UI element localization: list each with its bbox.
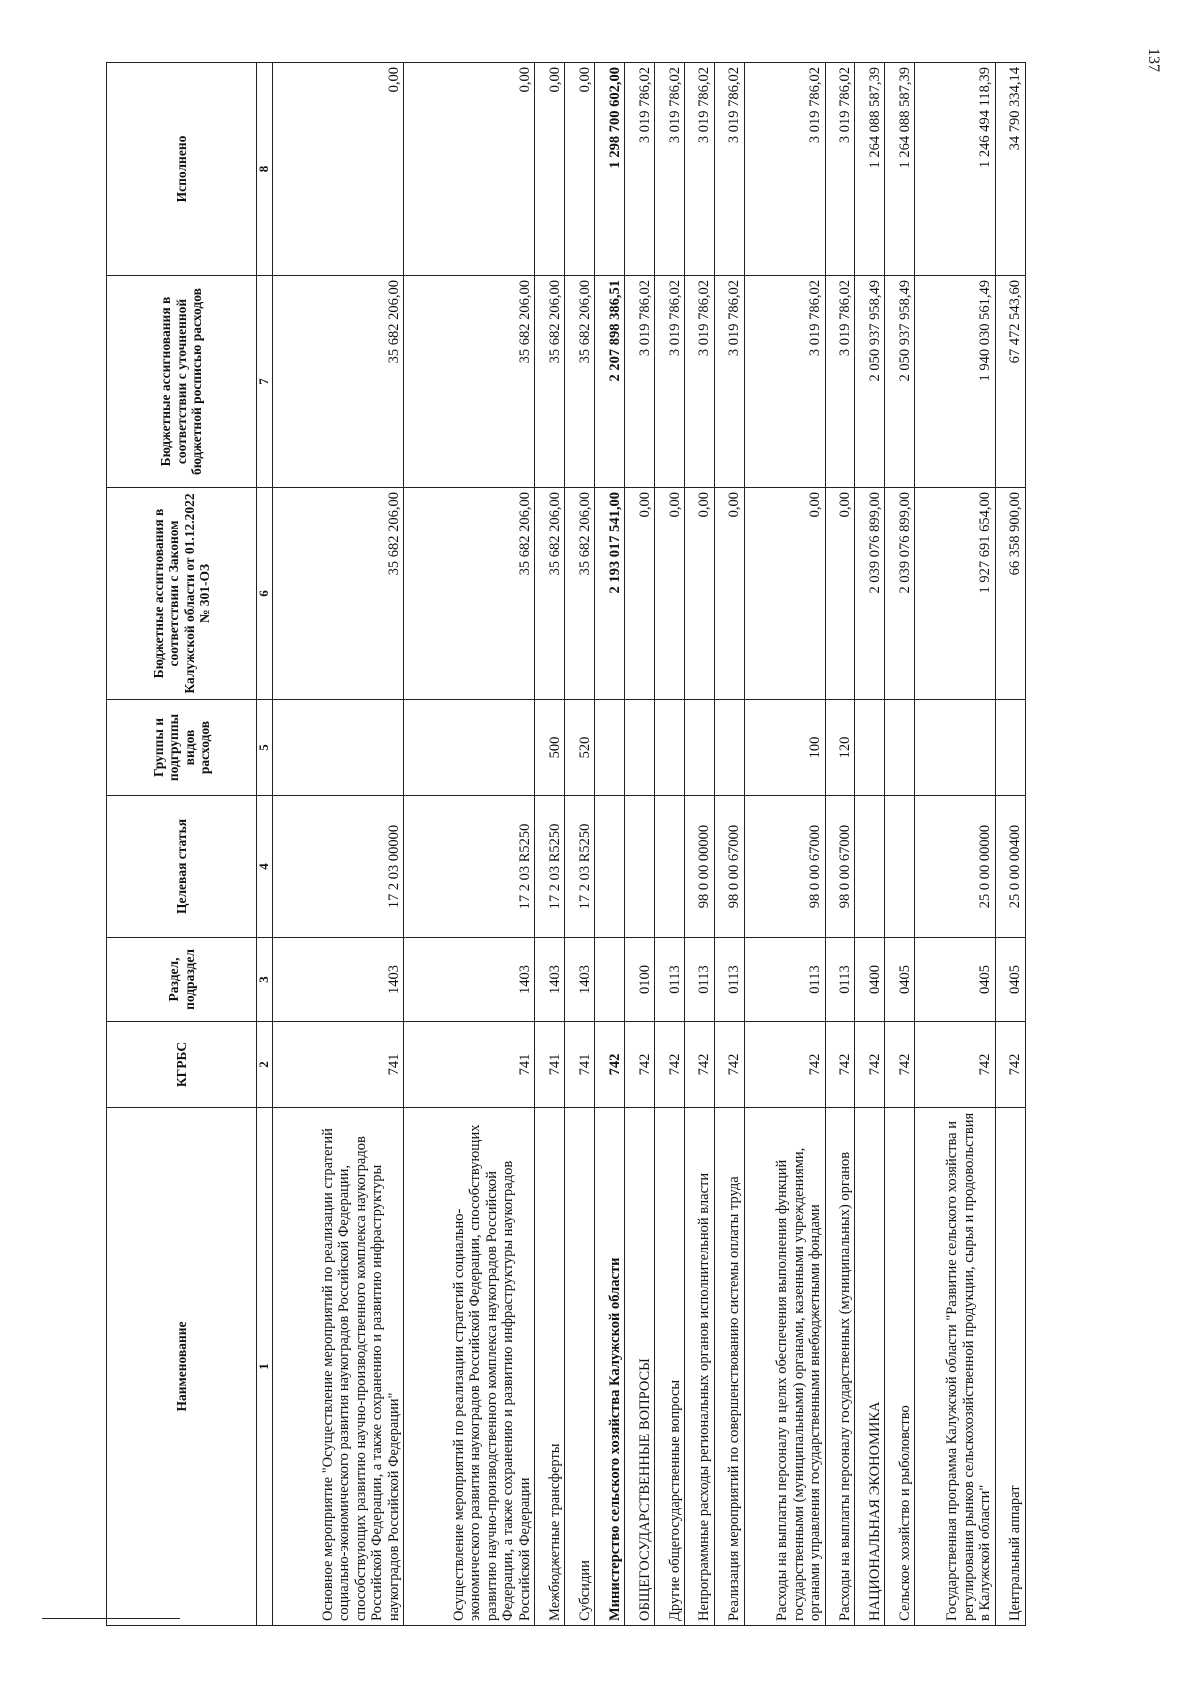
cell-refined: 3 019 786,02: [825, 276, 855, 488]
cell-refined: 1 940 030 561,49: [915, 276, 996, 488]
cell-refined: 3 019 786,02: [655, 276, 685, 488]
cell-group: [272, 700, 403, 796]
cell-target: [595, 796, 625, 938]
table-row: [915, 63, 996, 1626]
cell-section: 0113: [744, 938, 825, 1022]
cell-kgrbs: 742: [625, 1022, 655, 1108]
budget-table: [106, 62, 1026, 1626]
cell-refined: 35 682 206,00: [272, 276, 403, 488]
table-row: [715, 63, 745, 1626]
table-body: [272, 63, 1025, 1626]
cell-section: 0113: [825, 938, 855, 1022]
column-number: 7: [257, 276, 273, 488]
cell-law: 2 193 017 541,00: [595, 488, 625, 700]
cell-group: [404, 700, 535, 796]
cell-name: Реализация мероприятий по совершенствованию системы оплаты труда: [715, 1108, 745, 1626]
table-row: [595, 63, 625, 1626]
table-row: [825, 63, 855, 1626]
cell-name: Непрограммные расходы региональных органов исполнительной власти: [685, 1108, 715, 1626]
cell-executed: 1 298 700 602,00: [595, 63, 625, 276]
header-kgrbs: КГРБС: [107, 1022, 257, 1108]
cell-executed: 3 019 786,02: [685, 63, 715, 276]
cell-law: 35 682 206,00: [535, 488, 565, 700]
cell-group: [885, 700, 915, 796]
cell-executed: 0,00: [404, 63, 535, 276]
cell-target: 98 0 00 00000: [685, 796, 715, 938]
cell-kgrbs: 741: [565, 1022, 595, 1108]
cell-executed: 3 019 786,02: [715, 63, 745, 276]
cell-target: 17 2 03 R5250: [565, 796, 595, 938]
cell-group: [685, 700, 715, 796]
header-name: Наименование: [107, 1108, 257, 1626]
table-row: [535, 63, 565, 1626]
header-refined: Бюджетные ассигнования в соответствии с уточненной бюджетной росписью расходов: [107, 276, 257, 488]
column-number: 5: [257, 700, 273, 796]
header-target: Целевая статья: [107, 796, 257, 938]
cell-kgrbs: 742: [715, 1022, 745, 1108]
cell-name: Расходы на выплаты персоналу государственных (муниципальных) органов: [825, 1108, 855, 1626]
cell-law: 0,00: [825, 488, 855, 700]
cell-section: 0113: [685, 938, 715, 1022]
cell-section: 1403: [404, 938, 535, 1022]
cell-executed: 1 246 494 118,39: [915, 63, 996, 276]
cell-group: 120: [825, 700, 855, 796]
cell-name: Основное мероприятие "Осуществление мероприятий по реализации стратегий социально-экономического развития наукоградов Российской Федерации, способствующих развитию научно-производственного комплекса наукоградов Российской Федерации, а также сохранению и развитию инфраструктуры наукоградов Российской Федерации": [272, 1108, 403, 1626]
cell-target: [855, 796, 885, 938]
cell-section: 0405: [915, 938, 996, 1022]
cell-refined: 3 019 786,02: [744, 276, 825, 488]
cell-target: [625, 796, 655, 938]
cell-executed: 0,00: [535, 63, 565, 276]
header-executed: Исполнено: [107, 63, 257, 276]
cell-kgrbs: 741: [404, 1022, 535, 1108]
rotated-table-wrapper: [106, 63, 1026, 1626]
cell-name: Межбюджетные трансферты: [535, 1108, 565, 1626]
table-row: [565, 63, 595, 1626]
cell-target: 17 2 03 00000: [272, 796, 403, 938]
cell-kgrbs: 742: [885, 1022, 915, 1108]
cell-refined: 35 682 206,00: [404, 276, 535, 488]
cell-group: [995, 700, 1025, 796]
cell-section: 1403: [272, 938, 403, 1022]
table-row: [625, 63, 655, 1626]
cell-target: 17 2 03 R5250: [535, 796, 565, 938]
cell-name: Другие общегосударственные вопросы: [655, 1108, 685, 1626]
cell-law: 35 682 206,00: [565, 488, 595, 700]
header-row: [107, 63, 257, 1626]
cell-law: 1 927 691 654,00: [915, 488, 996, 700]
cell-group: 520: [565, 700, 595, 796]
cell-group: 500: [535, 700, 565, 796]
cell-kgrbs: 742: [825, 1022, 855, 1108]
cell-law: 66 358 900,00: [995, 488, 1025, 700]
cell-law: 0,00: [625, 488, 655, 700]
table-row: [744, 63, 825, 1626]
cell-name: Осуществление мероприятий по реализации стратегий социально-экономического развития наукоградов Российской Федерации, способствующих развитию научно-производственного комплекса наукоградов Российской Федерации, а также сохранению и развитию инфраструктуры наукоградов Российской Федерации: [404, 1108, 535, 1626]
table-row: [995, 63, 1025, 1626]
table-row: [885, 63, 915, 1626]
cell-kgrbs: 742: [685, 1022, 715, 1108]
cell-kgrbs: 742: [855, 1022, 885, 1108]
cell-group: [855, 700, 885, 796]
column-number: 2: [257, 1022, 273, 1108]
page-number: 137: [1145, 48, 1162, 72]
cell-law: 0,00: [655, 488, 685, 700]
cell-target: 98 0 00 67000: [825, 796, 855, 938]
cell-law: 0,00: [685, 488, 715, 700]
cell-kgrbs: 741: [535, 1022, 565, 1108]
cell-refined: 35 682 206,00: [565, 276, 595, 488]
cell-executed: 1 264 088 587,39: [885, 63, 915, 276]
cell-target: 25 0 00 00400: [995, 796, 1025, 938]
cell-refined: 3 019 786,02: [625, 276, 655, 488]
cell-refined: 3 019 786,02: [685, 276, 715, 488]
column-number: 3: [257, 938, 273, 1022]
cell-section: 0100: [625, 938, 655, 1022]
cell-law: 0,00: [744, 488, 825, 700]
cell-name: Государственная программа Калужской области "Развитие сельского хозяйства и регулирования рынков сельскохозяйственной продукции, сырья и продовольствия в Калужской области": [915, 1108, 996, 1626]
cell-executed: 3 019 786,02: [625, 63, 655, 276]
cell-refined: 3 019 786,02: [715, 276, 745, 488]
cell-refined: 2 207 898 386,51: [595, 276, 625, 488]
cell-group: 100: [744, 700, 825, 796]
column-number: 4: [257, 796, 273, 938]
cell-target: 98 0 00 67000: [744, 796, 825, 938]
cell-refined: 35 682 206,00: [535, 276, 565, 488]
cell-law: 2 039 076 899,00: [855, 488, 885, 700]
table-row: [272, 63, 403, 1626]
cell-executed: 3 019 786,02: [825, 63, 855, 276]
cell-target: [885, 796, 915, 938]
table-row: [855, 63, 885, 1626]
cell-executed: 0,00: [272, 63, 403, 276]
column-number: 6: [257, 488, 273, 700]
cell-executed: 0,00: [565, 63, 595, 276]
cell-group: [625, 700, 655, 796]
cell-name: Сельское хозяйство и рыболовство: [885, 1108, 915, 1626]
cell-refined: 67 472 543,60: [995, 276, 1025, 488]
cell-law: 0,00: [715, 488, 745, 700]
cell-name: Министерство сельского хозяйства Калужской области: [595, 1108, 625, 1626]
cell-section: 0400: [855, 938, 885, 1022]
cell-target: 98 0 00 67000: [715, 796, 745, 938]
cell-refined: 2 050 937 958,49: [885, 276, 915, 488]
cell-executed: 1 264 088 587,39: [855, 63, 885, 276]
table-row: [404, 63, 535, 1626]
cell-kgrbs: 742: [655, 1022, 685, 1108]
cell-name: НАЦИОНАЛЬНАЯ ЭКОНОМИКА: [855, 1108, 885, 1626]
table-row: [685, 63, 715, 1626]
cell-law: 35 682 206,00: [272, 488, 403, 700]
cell-target: 25 0 00 00000: [915, 796, 996, 938]
cell-group: [715, 700, 745, 796]
cell-kgrbs: 741: [272, 1022, 403, 1108]
cell-law: 2 039 076 899,00: [885, 488, 915, 700]
cell-executed: 34 790 334,14: [995, 63, 1025, 276]
column-number-row: [257, 63, 273, 1626]
cell-group: [595, 700, 625, 796]
cell-target: 17 2 03 R5250: [404, 796, 535, 938]
cell-refined: 2 050 937 958,49: [855, 276, 885, 488]
cell-group: [655, 700, 685, 796]
cell-group: [915, 700, 996, 796]
table-row: [655, 63, 685, 1626]
cell-section: 1403: [565, 938, 595, 1022]
header-section: Раздел, подраздел: [107, 938, 257, 1022]
cell-section: 0405: [885, 938, 915, 1022]
cell-section: 0113: [715, 938, 745, 1022]
cell-name: Центральный аппарат: [995, 1108, 1025, 1626]
cell-executed: 3 019 786,02: [744, 63, 825, 276]
cell-kgrbs: 742: [915, 1022, 996, 1108]
cell-target: [655, 796, 685, 938]
cell-kgrbs: 742: [595, 1022, 625, 1108]
cell-section: [595, 938, 625, 1022]
cell-kgrbs: 742: [744, 1022, 825, 1108]
cell-section: 0113: [655, 938, 685, 1022]
cell-kgrbs: 742: [995, 1022, 1025, 1108]
column-number: 1: [257, 1108, 273, 1626]
column-number: 8: [257, 63, 273, 276]
cell-name: Субсидии: [565, 1108, 595, 1626]
cell-name: ОБЩЕГОСУДАРСТВЕННЫЕ ВОПРОСЫ: [625, 1108, 655, 1626]
cell-name: Расходы на выплаты персоналу в целях обеспечения выполнения функций государственными (муниципальными) органами, казенными учреждениями, органами управления государственными внебюджетными фондами: [744, 1108, 825, 1626]
header-law: Бюджетные ассигнования в соответствии с Законом Калужской области от 01.12.2022 № 301-ОЗ: [107, 488, 257, 700]
header-groups: Группы и подгруппы видов расходов: [107, 700, 257, 796]
cell-law: 35 682 206,00: [404, 488, 535, 700]
cell-section: 0405: [995, 938, 1025, 1022]
cell-section: 1403: [535, 938, 565, 1022]
cell-executed: 3 019 786,02: [655, 63, 685, 276]
